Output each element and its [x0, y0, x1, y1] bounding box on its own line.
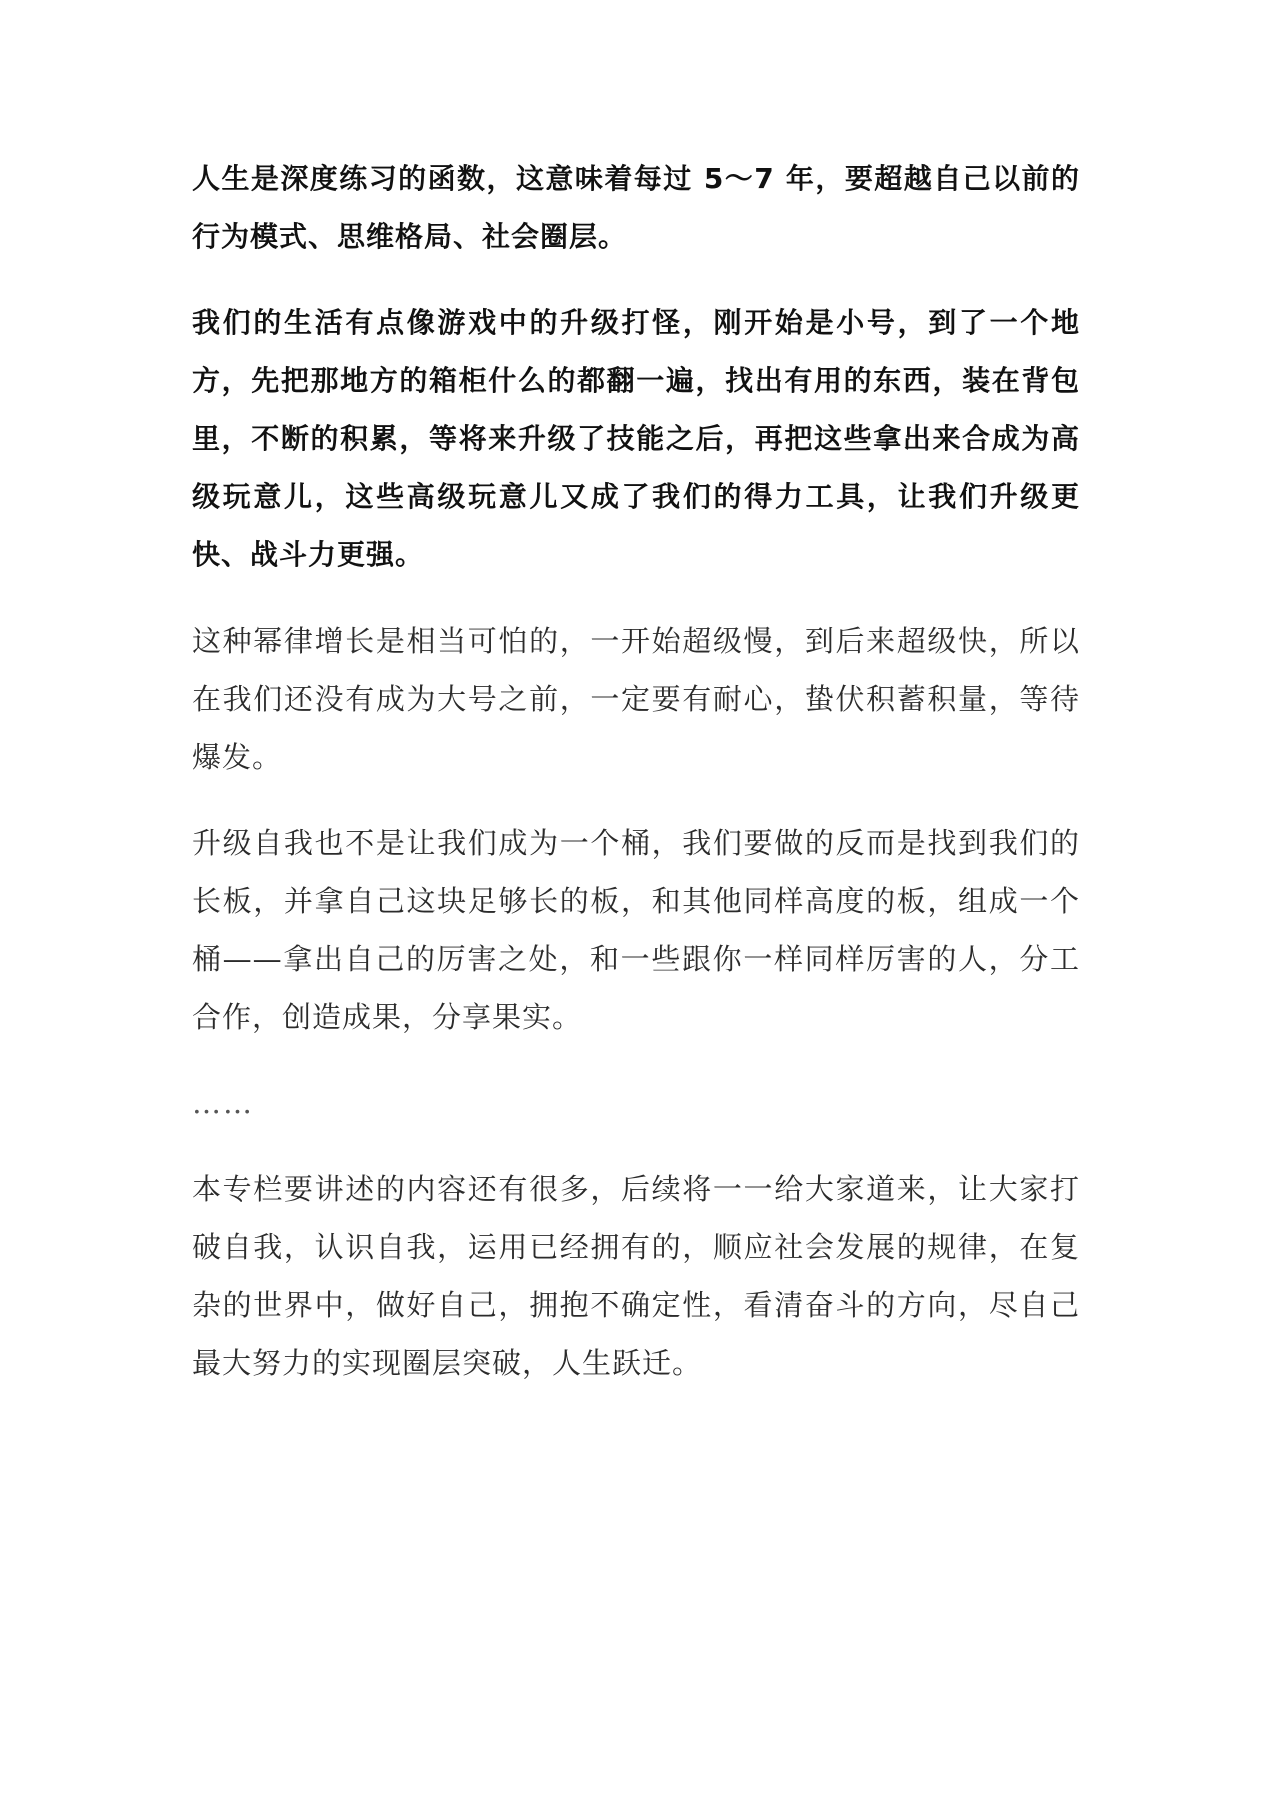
- paragraph-4: 升级自我也不是让我们成为一个桶，我们要做的反而是找到我们的长板，并拿自己这块足够长的板，和其他同样高度的板，组成一个桶——拿出自己的厉害之处，和一些跟你一样同样厉害的人，分工合作，创造成果，分享果实。: [192, 826, 1080, 1034]
- paragraph-2: 我们的生活有点像游戏中的升级打怪，刚开始是小号，到了一个地方，先把那地方的箱柜什么的都翻一遍，找出有用的东西，装在背包里，不断的积累，等将来升级了技能之后，再把这些拿出来合成为高级玩意儿，这些高级玩意儿又成了我们的得力工具，让我们升级更快、战斗力更强。: [192, 306, 1080, 571]
- paragraph-ellipsis: ……: [192, 1086, 254, 1120]
- paragraph-3: 这种幂律增长是相当可怕的，一开始超级慢，到后来超级快，所以在我们还没有成为大号之前，一定要有耐心，蛰伏积蓄积量，等待爆发。: [192, 624, 1080, 774]
- paragraph-5: 本专栏要讲述的内容还有很多，后续将一一给大家道来，让大家打破自我，认识自我，运用已经拥有的，顺应社会发展的规律，在复杂的世界中，做好自己，拥抱不确定性，看清奋斗的方向，尽自己最大努力的实现圈层突破，人生跃迁。: [192, 1172, 1080, 1380]
- paragraph-1: 人生是深度练习的函数，这意味着每过 5～7 年，要超越自己以前的行为模式、思维格局、社会圈层。: [192, 162, 1080, 253]
- document-body: [192, 150, 1080, 1420]
